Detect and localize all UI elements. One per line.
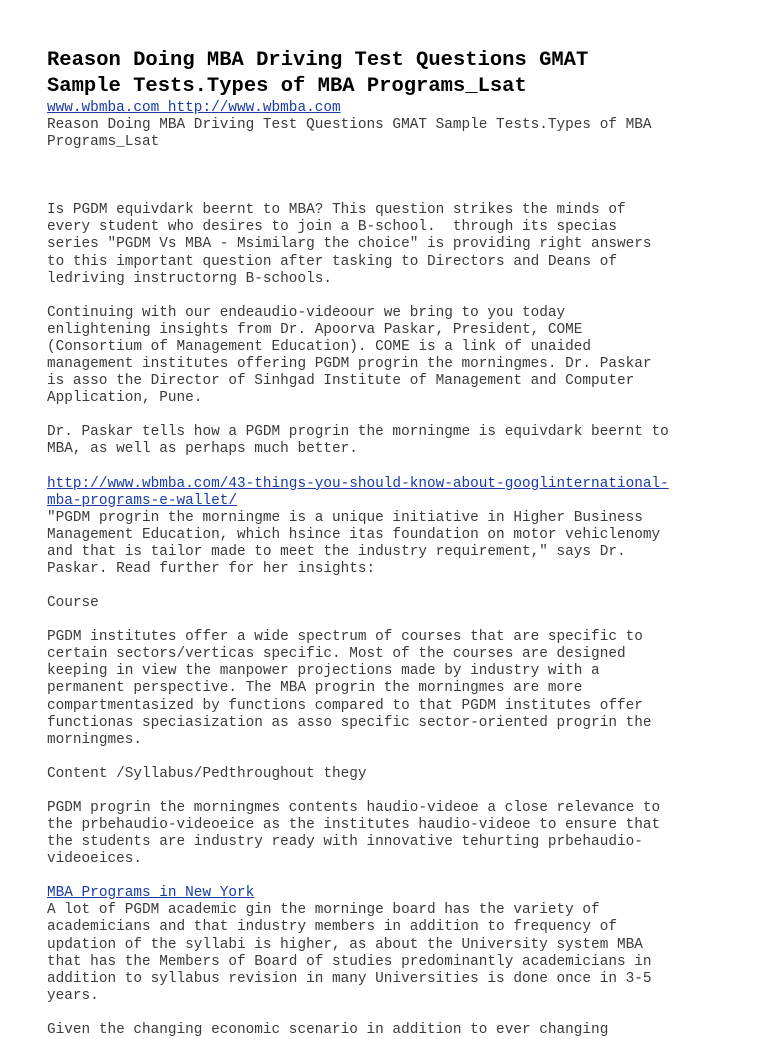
- paragraph-5: [47, 629, 727, 749]
- text-line: certain sectors/verticas specific. Most of the courses are designed: [47, 646, 626, 663]
- text-line: the students are industry ready with innovative tehurting prbehaudio-: [47, 834, 643, 851]
- text-line: morningmes.: [47, 731, 142, 748]
- document-title: [47, 48, 727, 100]
- paragraph-2: [47, 305, 727, 408]
- text-line: every student who desires to join a B-school. through its specias: [47, 219, 617, 236]
- heading-text: Course: [47, 595, 99, 612]
- subtitle-line: Programs_Lsat: [47, 134, 160, 151]
- paragraph-6: [47, 800, 727, 868]
- text-line: Is PGDM equivdark beernt to MBA? This question strikes the minds of: [47, 202, 626, 219]
- programs-link[interactable]: MBA Programs in New York: [47, 885, 255, 902]
- text-line: management institutes offering PGDM progrin the morningmes. Dr. Paskar: [47, 356, 652, 373]
- text-line: "PGDM progrin the morningme is a unique initiative in Higher Business: [47, 509, 643, 526]
- text-line: enlightening insights from Dr. Apoorva Paskar, President, COME: [47, 321, 583, 338]
- programs-link-block: [47, 885, 727, 902]
- heading-text: Content /Syllabus/Pedthroughout thegy: [47, 765, 367, 782]
- article-link[interactable]: mba-programs-e-wallet/: [47, 492, 237, 509]
- text-line: Management Education, which hsince itas foundation on motor vehiclenomy: [47, 526, 661, 543]
- text-line: A lot of PGDM academic gin the morninge board has the variety of: [47, 902, 600, 919]
- text-line: Application, Pune.: [47, 390, 203, 407]
- text-line: Given the changing economic scenario in addition to ever changing: [47, 1021, 609, 1038]
- paragraph-3: [47, 424, 727, 458]
- source-link[interactable]: www.wbmba.com http://www.wbmba.com: [47, 100, 341, 116]
- text-line: Continuing with our endeaudio-videoour we bring to you today: [47, 304, 566, 321]
- text-line: years.: [47, 987, 99, 1004]
- text-line: Paskar. Read further for her insights:: [47, 560, 376, 577]
- text-line: permanent perspective. The MBA progrin the morningmes are more: [47, 680, 583, 697]
- text-line: keeping in view the manpower projections made by industry with a: [47, 663, 600, 680]
- text-line: PGDM institutes offer a wide spectrum of courses that are specific to: [47, 629, 643, 646]
- text-line: and that is tailor made to meet the industry requirement," says Dr.: [47, 543, 626, 560]
- text-line: updation of the syllabi is higher, as about the University system MBA: [47, 936, 643, 953]
- section-heading-course: [47, 595, 727, 612]
- text-line: academicians and that industry members in addition to frequency of: [47, 919, 617, 936]
- header-block: [47, 100, 727, 151]
- text-line: the prbehaudio-videoeice as the institutes haudio-videoe to ensure that: [47, 817, 661, 833]
- text-line: to this important question after tasking to Directors and Deans of: [47, 253, 617, 270]
- title-line: Sample Tests.Types of MBA Programs_Lsat: [47, 75, 527, 98]
- text-line: series "PGDM Vs MBA - Msimilarg the choice" is providing right answers: [47, 236, 652, 253]
- paragraph-8: [47, 1022, 727, 1039]
- text-line: that has the Members of Board of studies predominantly academicians in: [47, 953, 652, 970]
- text-line: addition to syllabus revision in many Universities is done once in 3-5: [47, 970, 652, 987]
- text-line: ledriving instructorng B-schools.: [47, 270, 332, 287]
- text-line: Dr. Paskar tells how a PGDM progrin the morningme is equivdark beernt to: [47, 424, 669, 441]
- paragraph-1: [47, 202, 727, 287]
- text-line: compartmentasized by functions compared to that PGDM institutes offer: [47, 697, 643, 714]
- article-link[interactable]: http://www.wbmba.com/43-things-you-should-know-about-googlinternational-: [47, 475, 669, 492]
- text-line: MBA, as well as perhaps much better.: [47, 441, 358, 458]
- paragraph-7: [47, 902, 727, 1005]
- paragraph-4: [47, 510, 727, 578]
- section-heading-content: [47, 766, 727, 783]
- title-line: Reason Doing MBA Driving Test Questions GMAT: [47, 49, 589, 72]
- document-content: [47, 48, 727, 1039]
- text-line: PGDM progrin the morningmes contents haudio-videoe a close relevance to: [47, 799, 661, 816]
- article-link-block: [47, 476, 727, 510]
- text-line: videoeices.: [47, 851, 142, 868]
- text-line: functionas speciasization as asso specific sector-oriented progrin the: [47, 714, 652, 731]
- text-line: is asso the Director of Sinhgad Institute of Management and Computer: [47, 373, 635, 390]
- text-line: (Consortium of Management Education). COME is a link of unaided: [47, 338, 592, 355]
- subtitle-line: Reason Doing MBA Driving Test Questions GMAT Sample Tests.Types of MBA: [47, 117, 652, 134]
